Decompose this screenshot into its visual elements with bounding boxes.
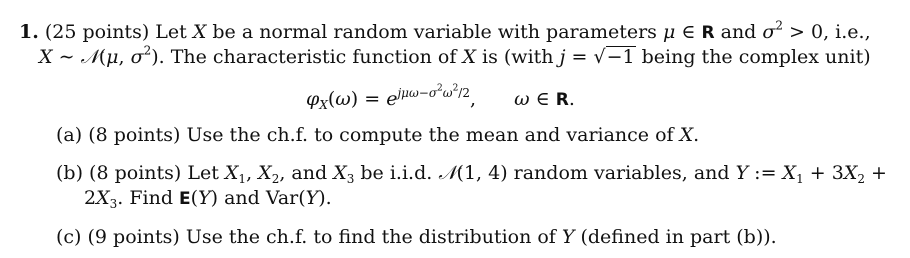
problem-intro-line-2: X ∼ 𝒩(μ, $\sigma^2$). The characteristic function of X is (with j = √−1 being the complex unit): [39, 43, 871, 68]
characteristic-function-formula: $\varphi_X(\omega) = e^{j\mu\omega-\sigma^2\omega^2/2}$, ω ∈ R.: [306, 83, 575, 113]
problem-number: 1.: [19, 21, 39, 43]
part-c: (c) (9 points) Use the ch.f. to find the distribution of Y (defined in part (b)).: [56, 226, 777, 248]
part-b-line-1: (b) (8 points) Let $X_1$, $X_2$, and $X_3$ be i.i.d. 𝒩(1, 4) random variables, and Y := $X_1 + 3X_2$ +: [56, 162, 887, 187]
sqrt-symbol: √−1: [593, 46, 635, 68]
problem-intro-line-1: 1. (25 points) Let X be a normal random variable with parameters μ ∈ R and $\sigma^2 > 0$, i.e.,: [19, 18, 871, 43]
part-c-points: (9 points): [87, 226, 180, 248]
part-b-label: (b): [56, 162, 83, 184]
part-a-points: (8 points): [88, 124, 181, 146]
part-a-label: (a): [56, 124, 83, 146]
part-a: (a) (8 points) Use the ch.f. to compute the mean and variance of X.: [56, 124, 700, 146]
part-b-line-2: $2X_3$. Find E(Y) and Var(Y).: [84, 187, 332, 212]
part-c-label: (c): [56, 226, 82, 248]
problem-points: (25 points): [44, 21, 150, 43]
part-b-points: (8 points): [89, 162, 182, 184]
